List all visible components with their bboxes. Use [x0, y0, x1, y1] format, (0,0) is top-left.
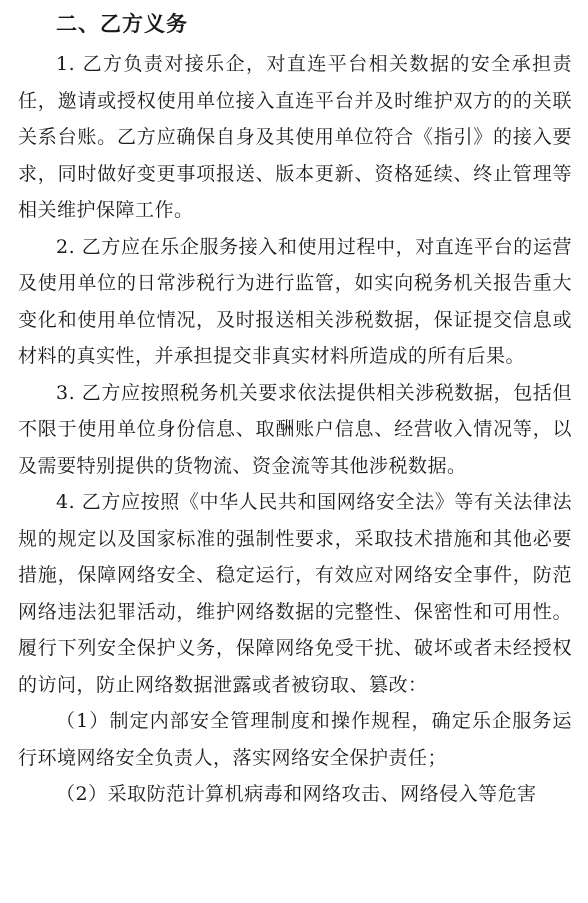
paragraph-3: 3. 乙方应按照税务机关要求依法提供相关涉税数据，包括但不限于使用单位身份信息、取酬账户信息、经营收入情况等，以及需要特别提供的货物流、资金流等其他涉税数据。: [18, 381, 572, 477]
section-heading: 二、乙方义务: [56, 12, 188, 36]
paragraph-4-item-2: （2）采取防范计算机病毒和网络攻击、网络侵入等危害: [56, 783, 537, 805]
paragraph-4: 4. 乙方应按照《中华人民共和国网络安全法》等有关法律法规的规定以及国家标准的强制性要求，采取技术措施和其他必要措施，保障网络安全、稳定运行，有效应对网络安全事件，防范网络违法犯罪活动，维护网络数据的完整性、保密性和可用性。履行下列安全保护义务，保障网络免受干扰、破坏或者未经授权的访问，防止网络数据泄露或者被窃取、篡改：: [18, 491, 572, 696]
paragraph-4-item-1: （1）制定内部安全管理制度和操作规程，确定乐企服务运行环境网络安全负责人，落实网络安全保护责任；: [18, 710, 572, 769]
paragraph-1: 1. 乙方负责对接乐企，对直连平台相关数据的安全承担责任，邀请或授权使用单位接入直连平台并及时维护双方的的关联关系台账。乙方应确保自身及其使用单位符合《指引》的接入要求，同时做好变更事项报送、版本更新、资格延续、终止管理等相关维护保障工作。: [18, 53, 572, 221]
paragraph-2: 2. 乙方应在乐企服务接入和使用过程中，对直连平台的运营及使用单位的日常涉税行为进行监管，如实向税务机关报告重大变化和使用单位情况，及时报送相关涉税数据，保证提交信息或材料的真实性，并承担提交非真实材料所造成的所有后果。: [18, 235, 572, 367]
